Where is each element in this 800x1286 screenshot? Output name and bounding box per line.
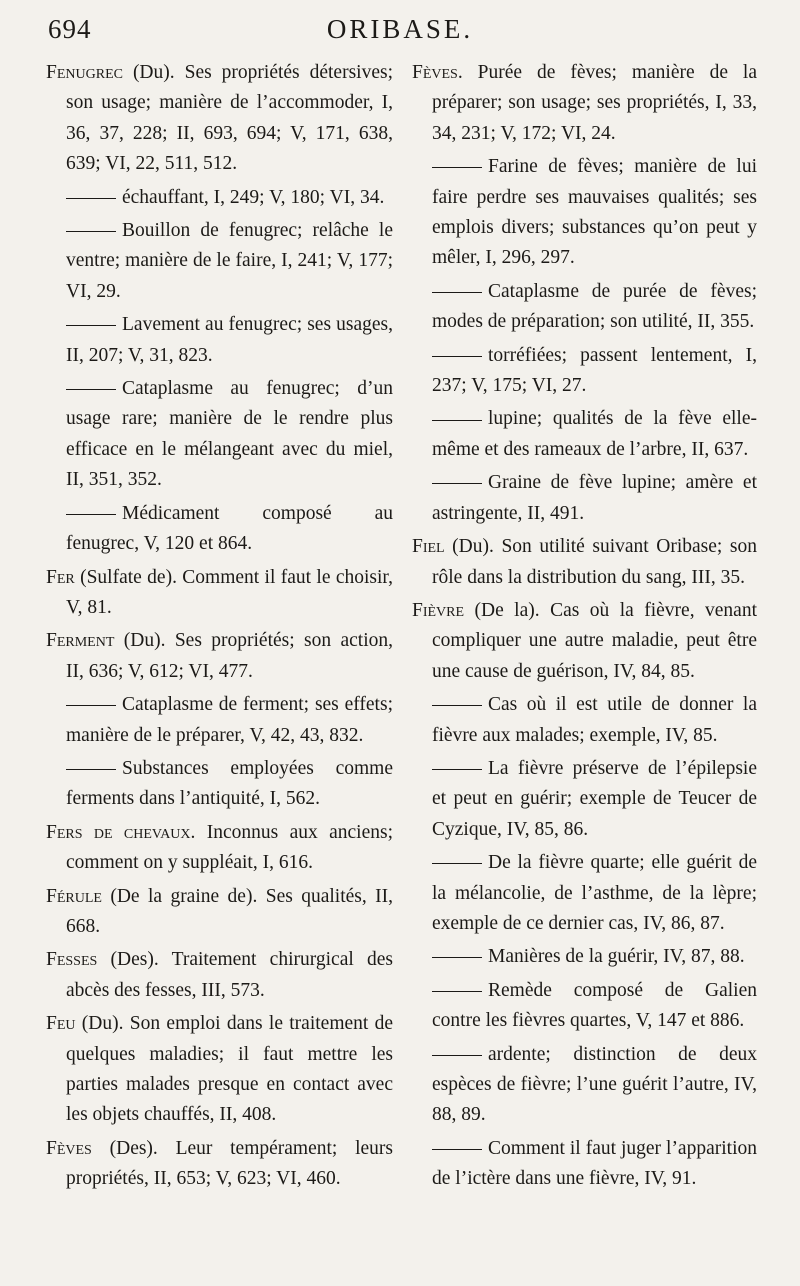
index-subentry (412, 1040, 757, 1131)
entry-text: Lavement au fenugrec; ses usages, II, 207; V, 31, 823. (66, 314, 393, 366)
entry-text: (Des). Traitement chirurgical des abcès des fesses, III, 573. (66, 949, 393, 1001)
ditto-dash (432, 292, 482, 293)
ditto-dash (432, 769, 482, 770)
index-subentry (412, 1134, 757, 1195)
entry-text: (Sulfate de). Comment il faut le choisir, V, 81. (66, 566, 393, 618)
ditto-dash (432, 356, 482, 357)
entry-text: (De la). Cas où la fièvre, venant compliquer une autre maladie, peut être une cause de guérison, IV, 84, 85. (432, 599, 757, 682)
entry-text: Cas où il est utile de donner la fièvre aux malades; exemple, IV, 85. (432, 694, 757, 746)
entry-text: Graine de fève lupine; amère et astringente, II, 491. (432, 472, 757, 524)
ditto-dash (432, 483, 482, 484)
entry-text: Cataplasme au fenugrec; d’un usage rare; manière de le rendre plus efficace en le mélangeant avec du miel, II, 351, 352. (66, 378, 393, 491)
index-subentry (46, 374, 393, 496)
ditto-dash (66, 769, 116, 770)
index-subentry (412, 404, 757, 465)
ditto-dash (432, 1055, 482, 1056)
entry-text: (Du). Ses propriétés détersives; son usage; manière de l’accommoder, I, 36, 37, 228; II, 693, 694; V, 171, 638, 639; VI, 22, 511, 512. (66, 62, 393, 175)
ditto-dash (432, 863, 482, 864)
index-subentry (412, 468, 757, 529)
entry-text: . Inconnus aux anciens; comment on y suppléait, I, 616. (66, 821, 393, 874)
index-subentry (412, 152, 757, 274)
index-subentry (46, 310, 393, 371)
entry-heading: Fers de chevaux (46, 821, 191, 843)
index-subentry (46, 183, 393, 213)
index-subentry (412, 754, 757, 845)
entry-text: Comment il faut juger l’apparition de l’ictère dans une fièvre, IV, 91. (432, 1137, 757, 1190)
entry-heading: Fèves (46, 1137, 92, 1159)
entry-text: ardente; distinction de deux espèces de fièvre; l’une guérit l’autre, IV, 88, 89. (432, 1043, 757, 1126)
index-entry (46, 818, 393, 879)
ditto-dash (66, 231, 116, 232)
entry-heading: Fesses (46, 949, 98, 971)
index-entry (46, 626, 393, 687)
left-column (46, 58, 393, 1198)
index-entry (46, 1009, 393, 1131)
entry-text: (Des). Leur tempérament; leurs propriétés, II, 653; V, 623; VI, 460. (66, 1137, 393, 1190)
entry-text: Substances employées comme ferments dans l’antiquité, I, 562. (66, 757, 393, 810)
ditto-dash (432, 420, 482, 421)
running-title: ORIBASE. (326, 14, 474, 44)
index-subentry (46, 499, 393, 560)
entry-text: Cataplasme de ferment; ses effets; manière de le préparer, V, 42, 43, 832. (66, 694, 393, 746)
index-entry (46, 1134, 393, 1195)
entry-text: torréfiées; passent lentement, I, 237; V, 175; VI, 27. (432, 344, 757, 397)
right-column (412, 58, 757, 1198)
entry-heading: Fèves (412, 62, 458, 83)
index-subentry (412, 976, 757, 1037)
entry-text: . Purée de fèves; manière de la préparer; son usage; ses propriétés, I, 33, 34, 231; V, 172; VI, 24. (432, 62, 757, 144)
index-entry (412, 532, 757, 593)
entry-heading: Ferment (46, 630, 115, 652)
entry-text: (De la graine de). Ses qualités, II, 668. (66, 885, 393, 937)
entry-text: (Du). Ses propriétés; son action, II, 636; V, 612; VI, 477. (66, 630, 393, 682)
ditto-dash (432, 991, 482, 992)
entry-text: Remède composé de Galien contre les fièvres quartes, V, 147 et 886. (432, 979, 757, 1032)
ditto-dash (66, 389, 116, 390)
entry-text: Manières de la guérir, IV, 87, 88. (488, 946, 745, 968)
index-entry (46, 58, 393, 180)
index-subentry (412, 848, 757, 939)
entry-text: échauffant, I, 249; V, 180; VI, 34. (122, 186, 385, 208)
entry-text: Bouillon de fenugrec; relâche le ventre; manière de le faire, I, 241; V, 177; VI, 29. (66, 220, 393, 302)
ditto-dash (432, 705, 482, 706)
entry-heading: Fièvre (412, 599, 465, 621)
entry-heading: Feu (46, 1013, 76, 1035)
index-entry (412, 596, 757, 687)
ditto-dash (66, 705, 116, 706)
index-subentry (412, 341, 757, 402)
ditto-dash (66, 514, 116, 515)
index-subentry (412, 690, 757, 751)
index-subentry (46, 216, 393, 307)
index-subentry (412, 942, 757, 972)
entry-text: Médicament composé au fenugrec, V, 120 et 864. (66, 502, 393, 555)
ditto-dash (432, 167, 482, 168)
ditto-dash (432, 1149, 482, 1150)
ditto-dash (66, 325, 116, 326)
page-number: 694 (48, 14, 92, 44)
index-subentry (46, 754, 393, 815)
index-entry (412, 58, 757, 149)
entry-heading: Fenugrec (46, 62, 123, 83)
index-subentry (46, 690, 393, 751)
entry-heading: Fer (46, 566, 75, 588)
entry-text: Cataplasme de purée de fèves; modes de préparation; son utilité, II, 355. (432, 280, 757, 333)
index-entry (46, 945, 393, 1006)
index-entry (46, 882, 393, 943)
entry-text: Farine de fèves; manière de lui faire perdre ses mauvaises qualités; ses emplois divers; substances qu’on peut y mêler, I, 296, 297. (432, 156, 757, 269)
index-subentry (412, 277, 757, 338)
index-entry (46, 563, 393, 624)
entry-heading: Férule (46, 885, 102, 907)
entry-text: De la fièvre quarte; elle guérit de la mélancolie, de l’asthme, de la lèpre; exemple de ce dernier cas, IV, 86, 87. (432, 852, 757, 934)
ditto-dash (432, 957, 482, 958)
entry-text: lupine; qualités de la fève elle-même et des rameaux de l’arbre, II, 637. (432, 408, 757, 460)
entry-text: (Du). Son emploi dans le traitement de quelques maladies; il faut mettre les parties malades presque en contact avec les objets chauffés, II, 408. (66, 1013, 393, 1126)
entry-heading: Fiel (412, 536, 445, 558)
ditto-dash (66, 198, 116, 199)
entry-text: La fièvre préserve de l’épilepsie et peut en guérir; exemple de Teucer de Cyzique, IV, 85, 86. (432, 757, 757, 840)
entry-text: (Du). Son utilité suivant Oribase; son rôle dans la distribution du sang, III, 35. (432, 536, 757, 588)
